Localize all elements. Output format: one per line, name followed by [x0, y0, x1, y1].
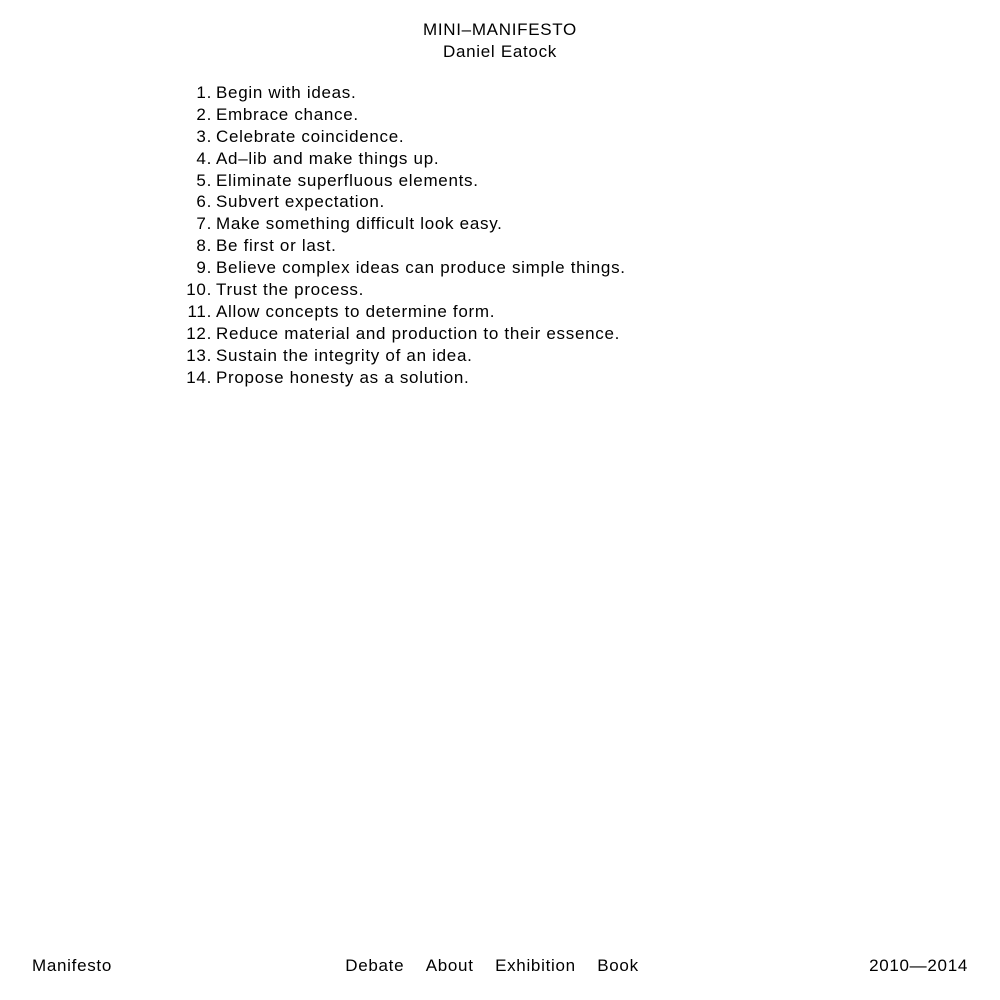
list-item-text: Be first or last. [216, 236, 337, 256]
list-item [0, 82, 626, 104]
list-item-text: Ad–lib and make things up. [216, 148, 440, 168]
list-item [0, 191, 626, 213]
year-range: 2010—2014 [869, 956, 968, 975]
manifesto-link[interactable]: Manifesto [32, 956, 113, 975]
list-item [0, 170, 626, 192]
list-item-text: Embrace chance. [216, 104, 359, 124]
list-item-text: Celebrate coincidence. [216, 126, 405, 146]
page-title: MINI–MANIFESTO [422, 20, 577, 39]
list-item [0, 301, 626, 323]
list-item-number: 7. [196, 214, 212, 234]
list-item-text: Sustain the integrity of an idea. [216, 345, 473, 365]
list-item-text: Trust the process. [216, 280, 365, 300]
list-item-number: 14. [186, 367, 212, 387]
list-item [0, 345, 626, 367]
list-item-text: Begin with ideas. [216, 83, 357, 102]
list-item-number: 1. [196, 83, 212, 102]
list-item [0, 148, 626, 170]
list-item [0, 126, 626, 148]
list-item-text: Believe complex ideas can produce simple things. [216, 258, 626, 278]
list-item-number: 6. [196, 192, 212, 212]
nav-book-link[interactable]: Book [597, 956, 639, 975]
list-item-number: 9. [196, 258, 212, 278]
list-item [0, 235, 626, 257]
list-item-number: 8. [196, 236, 212, 256]
list-item-number: 10. [186, 280, 212, 300]
list-item-text: Make something difficult look easy. [216, 214, 503, 234]
list-item-number: 12. [186, 323, 212, 343]
author-name: Daniel Eatock [443, 42, 557, 61]
list-item-text: Allow concepts to determine form. [216, 301, 496, 321]
list-item-number: 3. [196, 126, 212, 146]
list-item-number: 13. [186, 345, 212, 365]
page-header [0, 19, 1000, 63]
list-item [0, 323, 626, 345]
nav-debate-link[interactable]: Debate [345, 956, 405, 975]
footer [0, 955, 1000, 977]
list-item-text: Eliminate superfluous elements. [216, 170, 479, 190]
footer-nav [0, 955, 984, 977]
manifesto-list [0, 82, 626, 388]
list-item-number: 2. [196, 104, 212, 124]
list-item-text: Reduce material and production to their essence. [216, 323, 621, 343]
list-item-number: 5. [196, 170, 212, 190]
list-item-number: 11. [187, 301, 212, 321]
list-item [0, 367, 626, 389]
list-item [0, 104, 626, 126]
list-item-text: Propose honesty as a solution. [216, 367, 470, 387]
list-item-text: Subvert expectation. [216, 192, 385, 212]
list-item [0, 213, 626, 235]
list-item [0, 279, 626, 301]
list-item-number: 4. [196, 148, 212, 168]
nav-exhibition-link[interactable]: Exhibition [495, 956, 576, 975]
list-item [0, 257, 626, 279]
nav-about-link[interactable]: About [425, 956, 474, 975]
